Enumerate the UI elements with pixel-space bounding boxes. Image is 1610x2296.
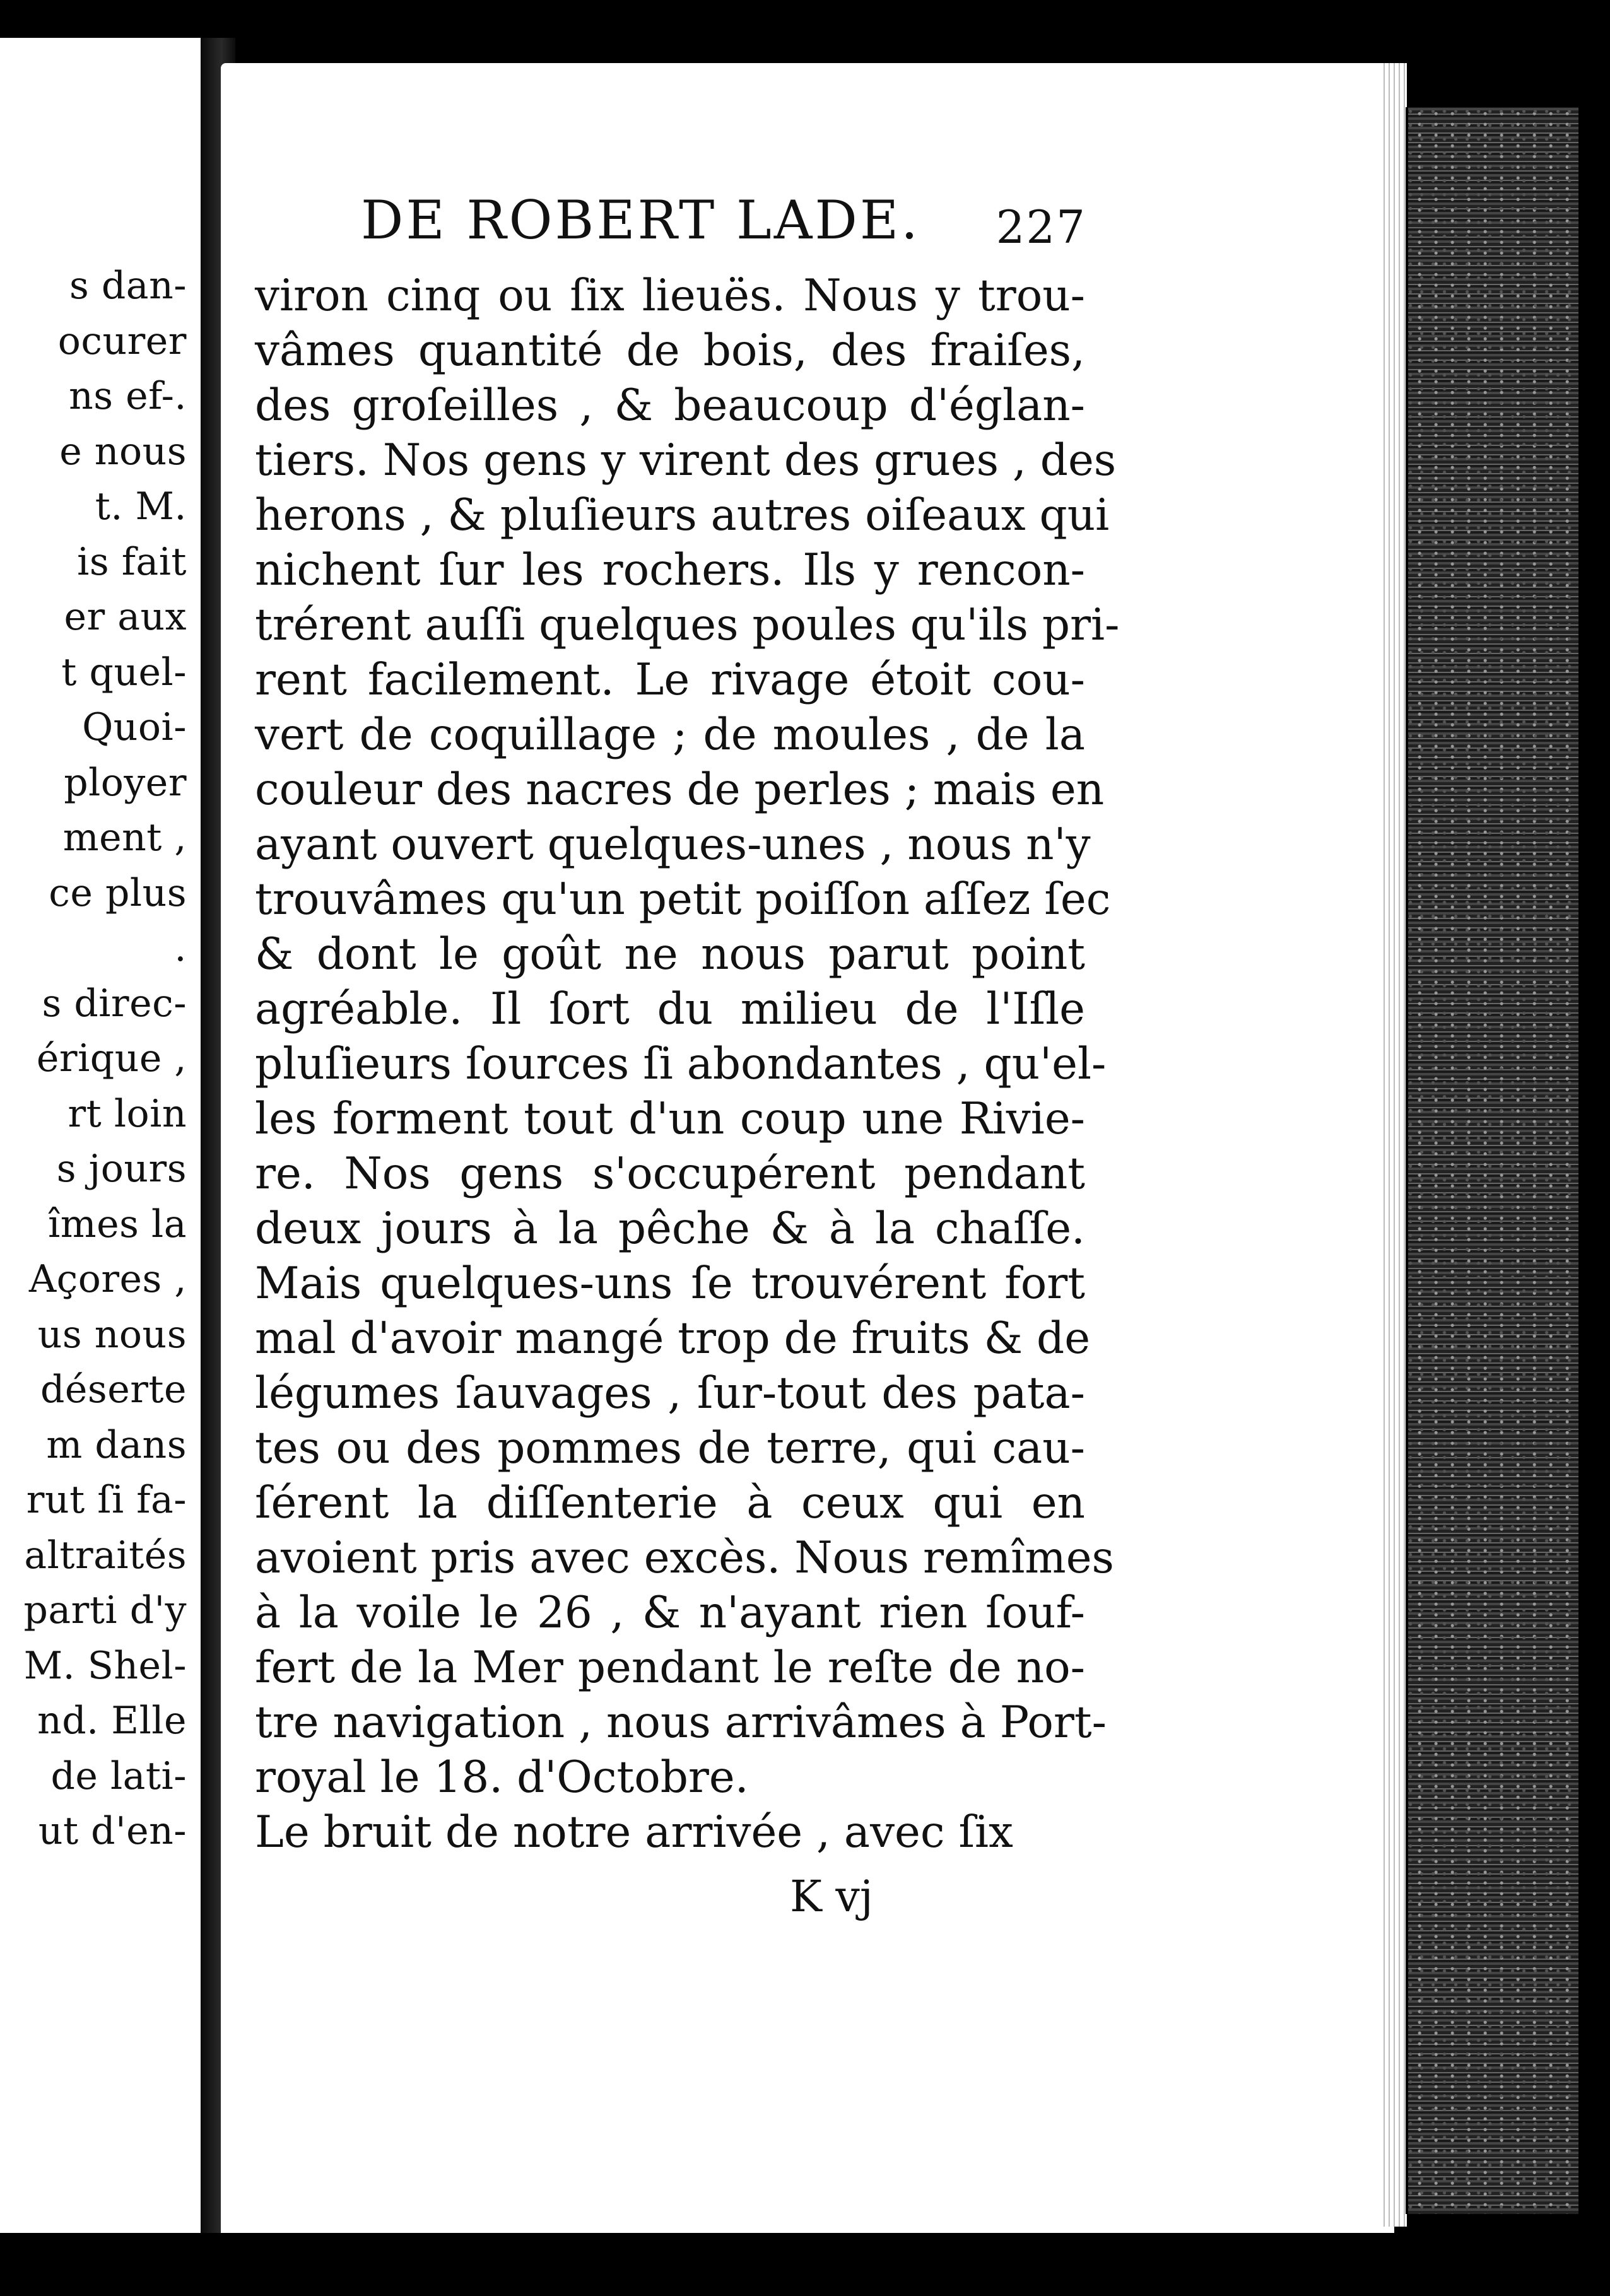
- facing-text-line: us nous: [37, 1312, 187, 1357]
- text-line: re. Nos gens s'occupérent pendant: [255, 1149, 1085, 1199]
- facing-text-line: s dan-: [69, 264, 187, 308]
- facing-text-line: s jours: [56, 1147, 187, 1191]
- facing-text-line: ployer: [64, 760, 187, 805]
- facing-text-line: .: [174, 926, 187, 970]
- facing-text-line: Açores ,: [28, 1257, 187, 1301]
- facing-text-line: t quel-: [61, 650, 187, 694]
- facing-text-line: m dans: [46, 1422, 187, 1467]
- book-page-block: [1406, 107, 1578, 2214]
- facing-text-line: érique ,: [36, 1036, 187, 1081]
- text-line: pluſieurs ſources ſi abondantes , qu'el-: [255, 1039, 1107, 1089]
- facing-page-text: [0, 259, 201, 1860]
- facing-page: [0, 38, 204, 2233]
- text-line: couleur des nacres de perles ; mais en: [255, 764, 1105, 815]
- facing-text-line: déserte: [40, 1368, 187, 1412]
- signature-mark: K vj: [790, 1872, 873, 1922]
- facing-text-line: t. M.: [95, 484, 187, 529]
- facing-text-line: e nous: [59, 429, 187, 474]
- text-line: rent facilement. Le rivage étoit cou-: [255, 655, 1085, 705]
- body-text: [255, 269, 1120, 1860]
- facing-text-line: ns ef-.: [69, 374, 187, 418]
- text-line: deux jours à la pêche & à la chaſſe.: [255, 1204, 1085, 1254]
- facing-text-line: rt loin: [68, 1091, 187, 1136]
- page-edges: [1382, 63, 1407, 2227]
- text-line: Mais quelques-uns ſe trouvérent fort: [255, 1258, 1085, 1309]
- text-line: vert de coquillage ; de moules , de la: [255, 710, 1085, 760]
- facing-text-line: nd. Elle: [37, 1699, 187, 1743]
- text-line: avoient pris avec excès. Nous remîmes: [255, 1533, 1114, 1583]
- text-line: à la voile le 26 , & n'ayant rien ſouf-: [255, 1588, 1085, 1638]
- page-header: [361, 189, 1086, 259]
- facing-text-line: ce plus: [49, 870, 187, 915]
- running-head: DE ROBERT LADE.: [361, 189, 920, 251]
- page-number: 227: [996, 201, 1086, 254]
- text-line: herons , & pluſieurs autres oiſeaux qui: [255, 490, 1110, 541]
- text-line: tes ou des pommes de terre, qui cau-: [255, 1423, 1085, 1473]
- facing-text-line: parti d'y: [23, 1588, 187, 1632]
- facing-text-line: rut ſi fa-: [26, 1478, 187, 1522]
- text-line: légumes ſauvages , ſur-tout des pata-: [255, 1368, 1085, 1419]
- text-line: viron cinq ou ſix lieuës. Nous y trou-: [255, 271, 1085, 321]
- text-line: royal le 18. d'Octobre.: [255, 1752, 749, 1803]
- text-line: mal d'avoir mangé trop de fruits & de: [255, 1313, 1091, 1364]
- facing-text-line: ut d'en-: [38, 1809, 187, 1853]
- text-line: agréable. Il ſort du milieu de l'Iſle: [255, 984, 1085, 1034]
- text-line: & dont le goût ne nous parut point: [255, 929, 1085, 980]
- text-line: nichent ſur les rochers. Ils y rencon-: [255, 545, 1085, 595]
- facing-text-line: ocurer: [57, 319, 187, 363]
- facing-text-line: is fait: [77, 539, 187, 584]
- facing-text-line: er aux: [64, 595, 187, 639]
- facing-text-line: Quoi-: [82, 705, 187, 749]
- text-line: trouvâmes qu'un petit poiſſon aſſez ſec: [255, 874, 1111, 925]
- text-line: tiers. Nos gens y virent des grues , des: [255, 435, 1117, 486]
- text-line: ayant ouvert quelques-unes , nous n'y: [255, 819, 1091, 870]
- text-line: les forment tout d'un coup une Rivie-: [255, 1094, 1085, 1144]
- text-line: vâmes quantité de bois, des fraiſes,: [255, 325, 1085, 376]
- text-line: tre navigation , nous arrivâmes à Port-: [255, 1697, 1107, 1748]
- facing-text-line: ment ,: [62, 816, 187, 860]
- facing-text-line: s direc-: [42, 981, 187, 1026]
- facing-text-line: altraités: [24, 1533, 187, 1578]
- facing-text-line: M. Shel-: [23, 1643, 187, 1688]
- facing-text-line: îmes la: [48, 1202, 187, 1246]
- text-line: des groſeilles , & beaucoup d'églan-: [255, 380, 1085, 431]
- text-line: trérent auſſi quelques poules qu'ils pri-: [255, 600, 1120, 650]
- text-line: Le bruit de notre arrivée , avec ſix: [255, 1807, 1013, 1858]
- facing-text-line: de lati-: [50, 1754, 187, 1798]
- text-line: fert de la Mer pendant le reſte de no-: [255, 1643, 1085, 1693]
- text-line: ſérent la diſſenterie à ceux qui en: [255, 1478, 1085, 1528]
